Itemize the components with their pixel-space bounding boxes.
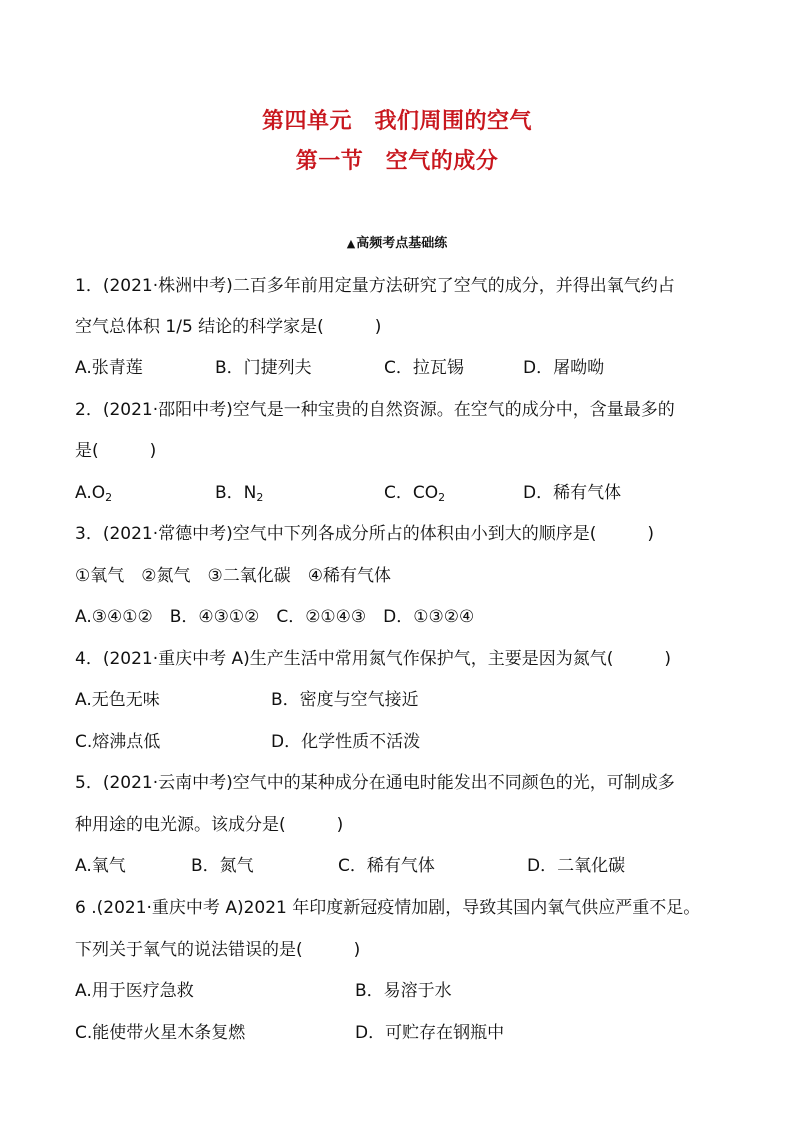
q1-option-d: D．屠呦呦 <box>523 358 605 378</box>
practice-icon: ▲ <box>346 237 356 250</box>
q2-line2: 是( ) <box>75 441 157 461</box>
q5-option-d: D．二氧化碳 <box>527 856 626 876</box>
q1-line2: 空气总体积 1/5 结论的科学家是( ) <box>75 317 382 337</box>
q4-option-c: C.熔沸点低 <box>75 732 161 752</box>
q2-line1: 2．(2021·邵阳中考)空气是一种宝贵的自然资源。在空气的成分中，含量最多的 <box>75 400 675 420</box>
q6-line2: 下列关于氧气的说法错误的是( ) <box>75 940 361 960</box>
q1-option-b: B．门捷列夫 <box>215 358 312 378</box>
q1-option-c: C．拉瓦锡 <box>384 358 464 378</box>
q3-line2: ①氧气 ②氮气 ③二氧化碳 ④稀有气体 <box>75 566 391 586</box>
q6-line1: 6 .(2021·重庆中考 A)2021 年印度新冠疫情加剧，导致其国内氧气供应严重不足。 <box>75 898 701 918</box>
q2-option-d: D．稀有气体 <box>523 483 622 503</box>
q3-line1: 3．(2021·常德中考)空气中下列各成分所占的体积由小到大的顺序是( ) <box>75 524 655 544</box>
q6-option-a: A.用于医疗急救 <box>75 981 194 1001</box>
q2-option-b: B．$N_2$ <box>215 483 264 504</box>
practice-label: 高频考点基础练 <box>356 236 448 251</box>
q5-option-a: A.氧气 <box>75 856 126 876</box>
q2-option-a: $A.O_2$ <box>75 483 113 504</box>
q6-option-c: C.能使带火星木条复燃 <box>75 1023 246 1043</box>
q1-line1: 1．(2021·株洲中考)二百多年前用定量方法研究了空气的成分，并得出氧气约占 <box>75 276 675 296</box>
q6-option-b: B．易溶于水 <box>355 981 452 1001</box>
q1-option-a: A.张青莲 <box>75 358 143 378</box>
q3-options: A.③④①② B．④③①② C．②①④③ D．①③②④ <box>75 607 475 627</box>
section-title: 第一节 空气的成分 <box>295 149 499 174</box>
q6-option-d: D．可贮存在钢瓶中 <box>355 1023 505 1043</box>
q4-option-d: D．化学性质不活泼 <box>271 732 421 752</box>
q5-line2: 种用途的电光源。该成分是( ) <box>75 815 344 835</box>
q4-option-b: B．密度与空气接近 <box>271 690 419 710</box>
q2-option-c: C．$CO_2$ <box>384 483 446 504</box>
unit-title: 第四单元 我们周围的空气 <box>261 109 532 134</box>
q4-line1: 4．(2021·重庆中考 A)生产生活中常用氮气作保护气，主要是因为氮气( ) <box>75 649 672 669</box>
q5-option-b: B．氮气 <box>191 856 254 876</box>
q5-option-c: C．稀有气体 <box>338 856 435 876</box>
practice-heading <box>0 232 794 251</box>
q5-line1: 5．(2021·云南中考)空气中的某种成分在通电时能发出不同颜色的光，可制成多 <box>75 773 675 793</box>
q4-option-a: A.无色无味 <box>75 690 160 710</box>
